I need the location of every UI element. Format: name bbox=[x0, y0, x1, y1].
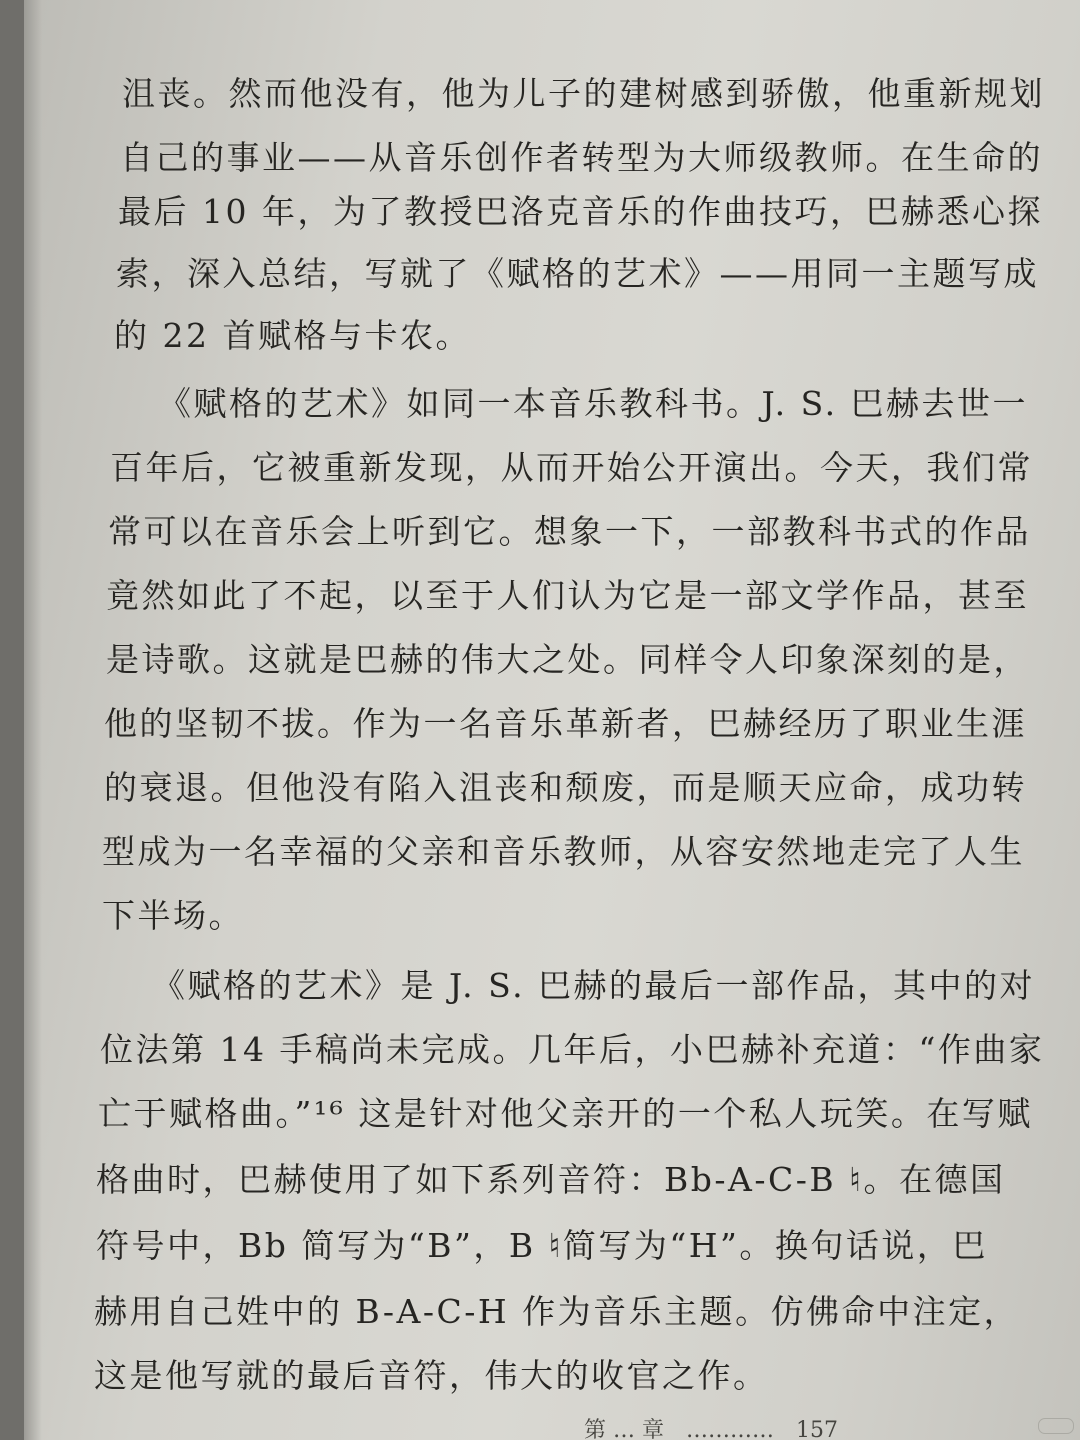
text-line: 赫用自己姓中的 B-A-C-H 作为音乐主题。仿佛命中注定， bbox=[94, 1292, 1020, 1331]
text-line: 自己的事业——从音乐创作者转型为大师级教师。在生命的 bbox=[120, 138, 1043, 177]
text-line: 格曲时，巴赫使用了如下系列音符：Bb-A-C-B ♮。在德国 bbox=[96, 1160, 1006, 1199]
text-line: 索，深入总结，写就了《赋格的艺术》——用同一主题写成 bbox=[116, 254, 1039, 293]
text-line: 百年后，它被重新发现，从而开始公开演出。今天，我们常 bbox=[110, 448, 1033, 487]
watermark-stamp bbox=[1038, 1418, 1074, 1434]
text-line: 型成为一名幸福的父亲和音乐教师，从容安然地走完了人生 bbox=[102, 832, 1025, 871]
text-line: 《赋格的艺术》是 J. S. 巴赫的最后一部作品，其中的对 bbox=[152, 966, 1036, 1005]
text-line: 位法第 14 手稿尚未完成。几年后，小巴赫补充道：“作曲家 bbox=[100, 1030, 1045, 1069]
text-line: 的衰退。但他没有陷入沮丧和颓废，而是顺天应命，成功转 bbox=[104, 768, 1027, 807]
text-line: 的 22 首赋格与卡农。 bbox=[114, 316, 471, 355]
text-line: 是诗歌。这就是巴赫的伟大之处。同样令人印象深刻的是， bbox=[106, 640, 1029, 679]
page-footer: 第 … 章 ………… 157 bbox=[584, 1418, 838, 1440]
text-line: 沮丧。然而他没有，他为儿子的建树感到骄傲，他重新规划 bbox=[122, 74, 1045, 113]
text-line: 最后 10 年，为了教授巴洛克音乐的作曲技巧，巴赫悉心探 bbox=[118, 192, 1043, 231]
text-line: 亡于赋格曲。”¹⁶ 这是针对他父亲开的一个私人玩笑。在写赋 bbox=[98, 1094, 1033, 1133]
book-page bbox=[24, 0, 1080, 1440]
text-line: 下半场。 bbox=[102, 896, 244, 935]
text-line: 常可以在音乐会上听到它。想象一下，一部教科书式的作品 bbox=[108, 512, 1031, 551]
text-line: 这是他写就的最后音符，伟大的收官之作。 bbox=[94, 1356, 769, 1395]
text-line: 竟然如此了不起，以至于人们认为它是一部文学作品，甚至 bbox=[106, 576, 1029, 615]
text-line: 《赋格的艺术》如同一本音乐教科书。J. S. 巴赫去世一 bbox=[158, 384, 1029, 423]
text-line: 符号中，Bb 简写为“B”，B ♮简写为“H”。换句话说，巴 bbox=[96, 1226, 988, 1265]
text-line: 他的坚韧不拔。作为一名音乐革新者，巴赫经历了职业生涯 bbox=[104, 704, 1027, 743]
